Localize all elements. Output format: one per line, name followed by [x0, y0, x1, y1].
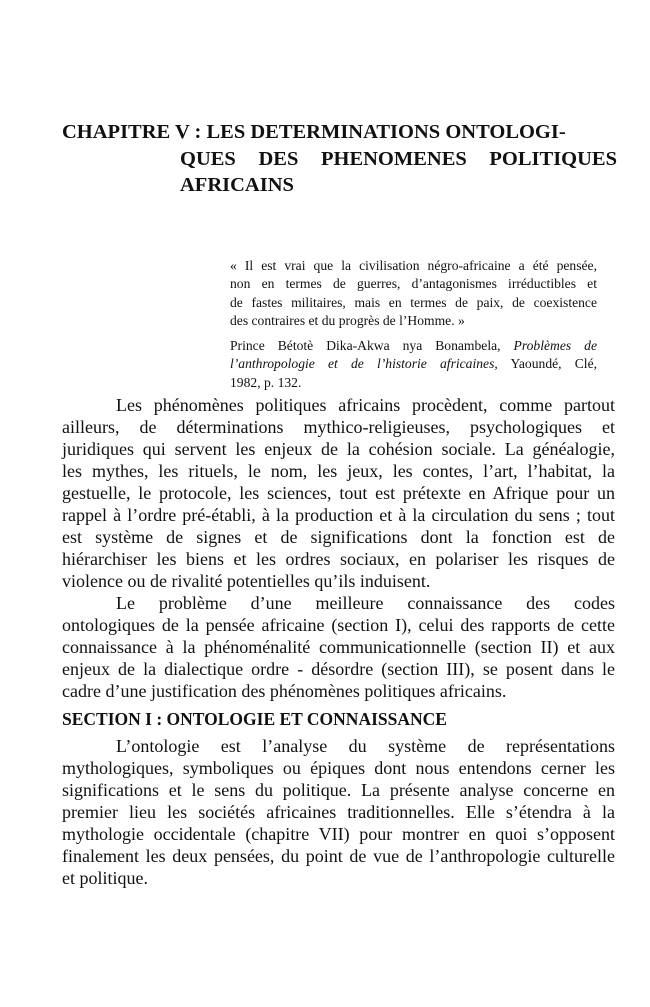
attribution-title: Problèmes de [513, 337, 597, 353]
chapter-title-line: QUES DES PHENOMENES POLITIQUES [180, 147, 617, 170]
text-line: cadre d’une justification des phénomènes politiques africains. [62, 681, 507, 701]
epigraph [230, 257, 597, 393]
epigraph-line: non en termes de guerres, d’antagonismes irréductibles et [230, 276, 597, 291]
text-line: gestuelle, le protocole, les sciences, tout est prétexte en Afrique pour un [62, 483, 615, 503]
epigraph-attribution [230, 337, 597, 393]
text-line: est système de signes et de significations dont la fonction est de [62, 527, 615, 547]
attribution-author: Prince Bétotè Dika-Akwa nya Bonambela, [230, 337, 514, 353]
text-line: Le problème d’une meilleure connaissance des codes [116, 593, 615, 613]
text-line: mythologiques, symboliques ou épiques dont nous entendons cerner les [62, 758, 615, 778]
text-line: et politique. [62, 868, 148, 888]
section-heading: SECTION I : ONTOLOGIE ET CONNAISSANCE [62, 709, 447, 729]
paragraph-2 [62, 592, 615, 702]
epigraph-line: de fastes militaires, mais en termes de paix, de coexistence [230, 294, 597, 310]
chapter-title-line: CHAPITRE V : LES DETERMINATIONS ONTOLOGI- [62, 121, 566, 143]
text-line: enjeux de la dialectique ordre - désordre (section III), se posent dans le [62, 659, 615, 679]
text-line: rappel à l’ordre pré-établi, à la production et à la circulation du sens ; tout [62, 505, 615, 525]
attribution-publisher: , Yaoundé, Clé, [494, 356, 597, 371]
epigraph-line: des contraires et du progrès de l’Homme. » [230, 313, 465, 328]
attribution-date: 1982, p. 132. [230, 374, 302, 390]
text-line: ailleurs, de déterminations mythico-religieuses, psychologiques et [62, 417, 615, 437]
text-line: violence ou de rivalité potentielles qu’ils induisent. [62, 571, 431, 591]
text-line: L’ontologie est l’analyse du système de représentations [116, 736, 615, 756]
document-page [62, 119, 615, 889]
text-line: mythologie occidentale (chapitre VII) pour montrer en quoi s’opposent [62, 824, 615, 844]
text-line: premier lieu les sociétés africaines traditionnelles. Elle s’étendra à la [62, 802, 615, 822]
text-line: les mythes, les rituels, le nom, les jeux, les contes, l’art, l’habitat, la [62, 461, 615, 481]
text-line: ontologiques de la pensée africaine (section I), celui des rapports de cette [62, 615, 615, 635]
epigraph-line: « Il est vrai que la civilisation négro-africaine a été pensée, [230, 257, 597, 273]
paragraph-1 [62, 394, 615, 592]
chapter-title-line: AFRICAINS [180, 174, 294, 196]
text-line: juridiques qui servent les enjeux de la cohésion sociale. La généalogie, [62, 439, 615, 459]
text-line: finalement les deux pensées, du point de vue de l’anthropologie culturelle [62, 846, 615, 866]
paragraph-3 [62, 735, 615, 889]
text-line: Les phénomènes politiques africains procèdent, comme partout [116, 395, 615, 415]
text-line: hiérarchiser les biens et les ordres sociaux, en polariser les risques de [62, 549, 615, 569]
text-line: significations et le sens du politique. La présente analyse concerne en [62, 780, 615, 800]
chapter-title [62, 119, 617, 199]
attribution-title: l’anthropologie et de l’historie africaines [230, 356, 495, 371]
text-line: connaissance à la phénoménalité communicationnelle (section II) et aux [62, 637, 615, 657]
